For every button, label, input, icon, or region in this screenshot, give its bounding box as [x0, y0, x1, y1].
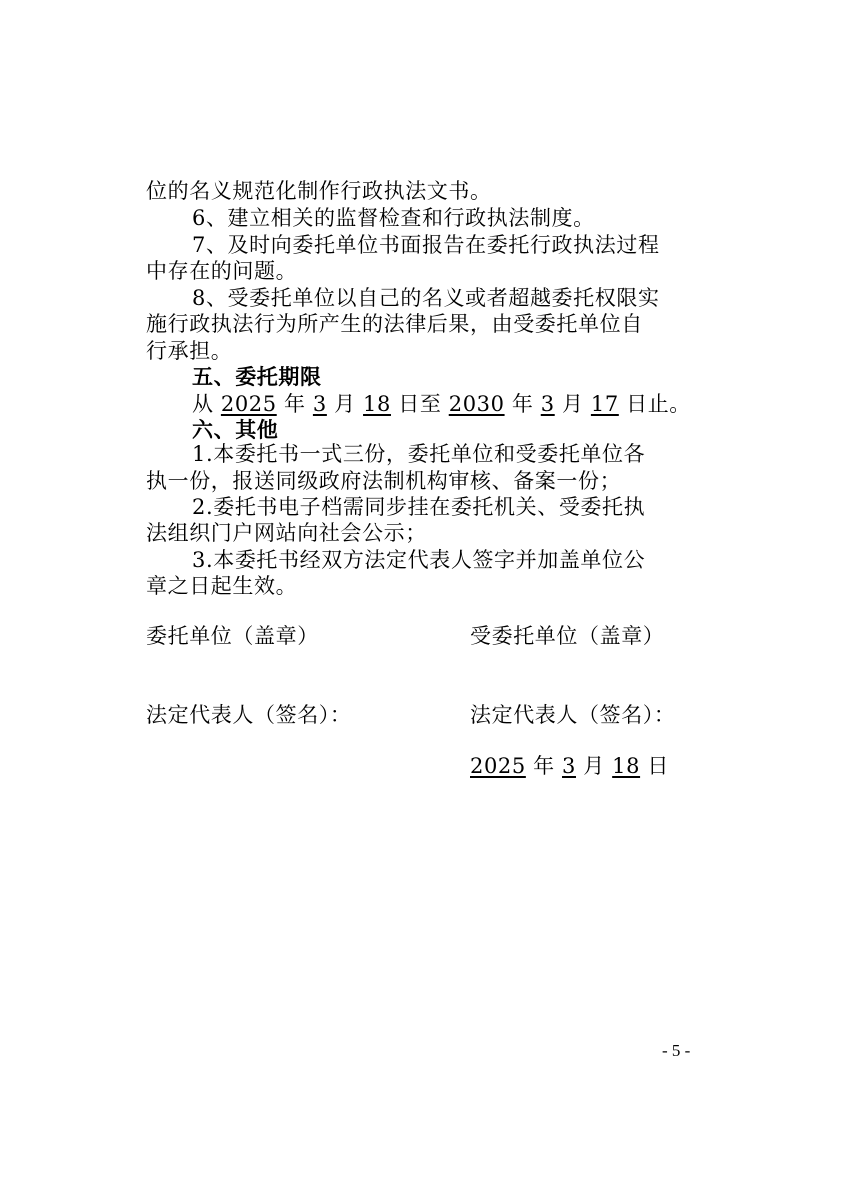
item-7-line-2: 中存在的问题。: [146, 259, 298, 283]
end-month: 3: [540, 392, 555, 416]
term-to: 日至: [398, 392, 442, 416]
item-7-line-1: 7、及时向委托单位书面报告在委托行政执法过程: [192, 233, 660, 257]
month-char: 月: [334, 392, 356, 416]
end-year: 2030: [448, 392, 505, 416]
item-6: 6、建立相关的监督检查和行政执法制度。: [192, 206, 595, 230]
clause-2-line-2: 法组织门户网站向社会公示；: [146, 521, 427, 545]
entrusted-unit-seal-label: 受委托单位（盖章）: [470, 624, 665, 648]
start-day: 18: [363, 392, 391, 416]
date-day: 18: [612, 754, 641, 778]
term-from: 从: [192, 392, 214, 416]
year-char: 年: [284, 392, 306, 416]
left-legal-rep-label: 法定代表人（签名）：: [146, 703, 352, 727]
body-line-1: 位的名义规范化制作行政执法文书。: [146, 179, 492, 203]
start-month: 3: [312, 392, 327, 416]
clause-1-line-1: 1.本委托书一式三份，委托单位和受委托单位各: [192, 442, 646, 466]
date-year: 2025: [470, 754, 526, 778]
signing-date: [470, 753, 706, 779]
section-6-heading: 六、其他: [192, 418, 279, 442]
section-5-heading: 五、委托期限: [192, 365, 322, 389]
clause-1-line-2: 执一份，报送同级政府法制机构审核、备案一份；: [146, 469, 622, 493]
item-8-line-2: 施行政执法行为所产生的法律后果，由受委托单位自: [146, 312, 643, 336]
date-year-char: 年: [533, 754, 555, 778]
page-number: - 5 -: [662, 1041, 691, 1060]
clause-3-line-1: 3.本委托书经双方法定代表人签字并加盖单位公: [192, 548, 646, 572]
entrusting-unit-seal-label: 委托单位（盖章）: [146, 624, 319, 648]
month-char: 月: [562, 392, 584, 416]
start-year: 2025: [220, 392, 277, 416]
date-month: 3: [562, 754, 576, 778]
date-day-char: 日: [647, 754, 669, 778]
clause-3-line-2: 章之日起生效。: [146, 574, 298, 598]
year-char: 年: [511, 392, 534, 416]
item-8-line-1: 8、受委托单位以自己的名义或者超越委托权限实: [192, 286, 660, 310]
end-day: 17: [590, 392, 619, 416]
date-month-char: 月: [583, 754, 605, 778]
clause-2-line-1: 2.委托书电子档需同步挂在委托机关、受委托执: [192, 495, 646, 519]
right-legal-rep-label: 法定代表人（签名）：: [470, 703, 676, 727]
term-period-line: [192, 391, 752, 417]
item-8-line-3: 行承担。: [146, 339, 233, 363]
term-end: 日止。: [626, 392, 691, 416]
